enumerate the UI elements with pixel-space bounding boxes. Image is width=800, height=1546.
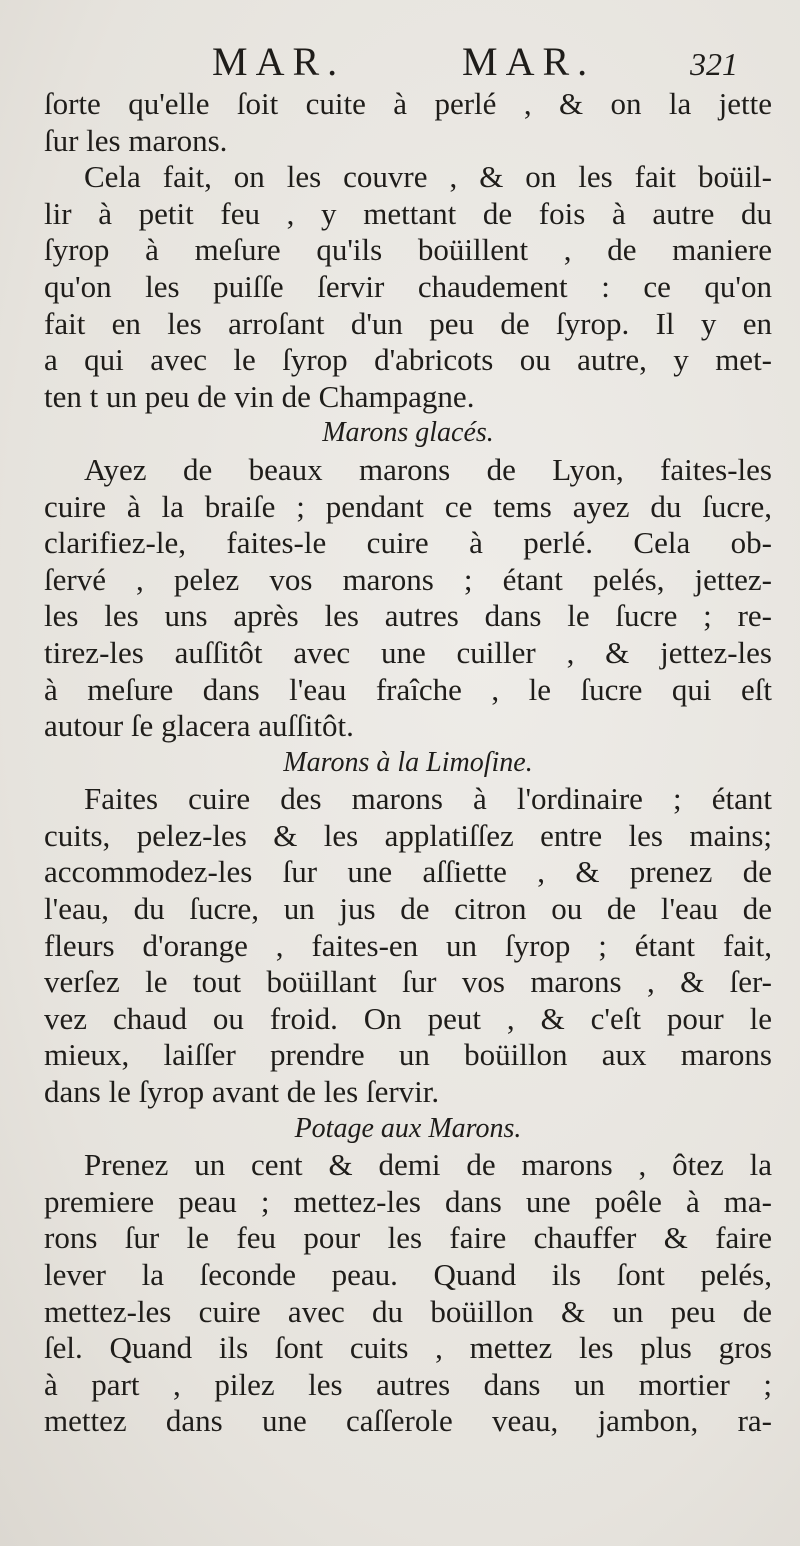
text-line: ten t un peu de vin de Champagne.: [44, 378, 475, 414]
text-line: verſez le tout boüillant ſur vos marons , & ſer-: [44, 964, 772, 1000]
section-heading: Marons à la Limoſine.: [283, 746, 533, 778]
section-heading: Potage aux Marons.: [294, 1112, 522, 1144]
text-line: fleurs d'orange , faites-en un ſyrop ; étant fait,: [44, 927, 772, 963]
text-line: à part , pilez les autres dans un mortier ;: [44, 1366, 772, 1402]
text-line: à meſure dans l'eau fraîche , le ſucre qui eſt: [44, 671, 772, 707]
text-line: lir à petit feu , y mettant de fois à autre du: [44, 195, 772, 231]
text-line: fait en les arroſant d'un peu de ſyrop. Il y en: [44, 305, 772, 341]
text-line: ſur les marons.: [44, 122, 228, 158]
text-line: Ayez de beaux marons de Lyon, faites-les: [84, 451, 772, 487]
text-line: tirez-les auſſitôt avec une cuiller , & jettez-les: [44, 634, 772, 670]
text-line: cuits, pelez-les & les applatiſſez entre les mains;: [44, 817, 772, 853]
text-line: mettez dans une caſſerole veau, jambon, ra-: [44, 1403, 772, 1439]
text-line: ſervé , pelez vos marons ; étant pelés, jettez-: [44, 561, 772, 597]
text-line: cuire à la braiſe ; pendant ce tems ayez du ſucre,: [44, 488, 772, 524]
text-line: lever la ſeconde peau. Quand ils ſont pelés,: [44, 1257, 772, 1292]
text-line: les les uns après les autres dans le ſucre ; re-: [44, 598, 772, 634]
text-line: clarifiez-le, faites-le cuire à perlé. Cela ob-: [44, 525, 772, 561]
text-line: Prenez un cent & demi de marons , ôtez la: [84, 1147, 772, 1183]
text-line: Faites cuire des marons à l'ordinaire ; étant: [84, 781, 772, 817]
running-head-right: MAR.: [462, 39, 596, 84]
text-line: autour ſe glacera auſſitôt.: [44, 708, 354, 744]
text-line: Cela fait, on les couvre , & on les fait boüil-: [84, 159, 772, 195]
text-line: rons ſur le feu pour les faire chauffer & faire: [44, 1220, 772, 1256]
text-line: ſorte qu'elle ſoit cuite à perlé , & on la jette: [44, 86, 772, 121]
page-number: 321: [690, 46, 738, 82]
text-line: mettez-les cuire avec du boüillon & un peu de: [44, 1293, 772, 1329]
page-header: [0, 38, 800, 86]
running-head-left: MAR.: [212, 39, 346, 84]
text-line: vez chaud ou froid. On peut , & c'eſt pour le: [44, 1000, 772, 1036]
text-line: ſel. Quand ils ſont cuits , mettez les plus gros: [44, 1330, 772, 1366]
text-line: accommodez-les ſur une aſſiette , & prenez de: [44, 854, 772, 890]
text-line: a qui avec le ſyrop d'abricots ou autre, y met-: [44, 342, 772, 378]
section-heading: Marons glacés.: [322, 417, 494, 449]
text-line: l'eau, du ſucre, un jus de citron ou de l'eau de: [44, 891, 772, 927]
text-line: dans le ſyrop avant de les ſervir.: [44, 1074, 440, 1110]
text-line: mieux, laiſſer prendre un boüillon aux marons: [44, 1037, 772, 1073]
text-line: qu'on les puiſſe ſervir chaudement : ce qu'on: [44, 268, 772, 304]
text-line: premiere peau ; mettez-les dans une poêle à ma-: [44, 1183, 772, 1219]
text-line: ſyrop à meſure qu'ils boüillent , de maniere: [44, 232, 772, 268]
page-body: [44, 86, 772, 1440]
